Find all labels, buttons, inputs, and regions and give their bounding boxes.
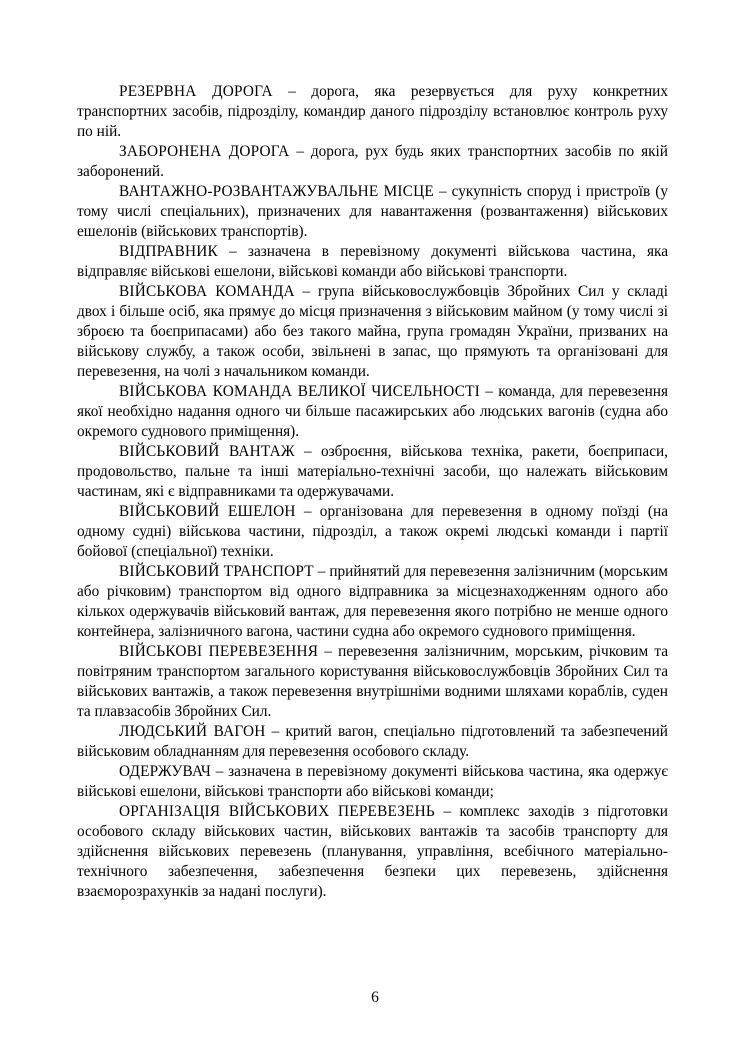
page-number: 6 <box>371 989 379 1006</box>
glossary-entry <box>77 502 668 562</box>
entry-term: ВІЙСЬКОВИЙ ВАНТАЖ <box>119 443 295 460</box>
entry-term: ЛЮДСЬКИЙ ВАГОН <box>119 723 266 740</box>
entry-definition: – дорога, яка резервується для руху конкретних транспортних засобів, підрозділу, командир даного підрозділу встановлює контроль руху по ній. <box>77 83 668 140</box>
entry-definition: – комплекс заходів з підготовки особового складу військових частин, військових вантажів та засобів транспорту для здійснення військових перевезень (планування, управління, всебічного матеріально-технічного забезпечення, забезпечення безпеки цих перевезень, здійснення взаєморозрахунків за надані послуги). <box>77 803 668 900</box>
entry-definition: – група військовослужбовців Збройних Сил у складі двох і більше осіб, яка прямує до місця призначення з військовим майном (у тому числі зі зброєю та боєприпасами) або без такого майна, група громадян України, призваних на військову службу, а також особи, звільнені в запас, що прямують та організовані для перевезення, на чолі з начальником команди. <box>77 283 668 380</box>
glossary-body <box>77 82 668 902</box>
entry-term: ВІЙСЬКОВА КОМАНДА ВЕЛИКОЇ ЧИСЕЛЬНОСТІ <box>119 383 480 400</box>
glossary-entry <box>77 442 668 502</box>
entry-term: ВІЙСЬКОВІ ПЕРЕВЕЗЕННЯ <box>119 643 319 660</box>
entry-definition: – зазначена в перевізному документі військова частина, яка відправляє військові ешелони, військові команди або військові транспорти. <box>77 243 668 280</box>
glossary-entry <box>77 802 668 902</box>
entry-definition: – команда, для перевезення якої необхідно надання одного чи більше пасажирських або людських вагонів (судна або окремого суднового приміщення). <box>77 383 669 440</box>
entry-definition: – прийнятий для перевезення залізничним (морським або річковим) транспортом від одного відправника за місцезнаходженням одного або кількох одержувачів військовий вантаж, для перевезення якого потрібно не менше одного контейнера, залізничного вагона, частини судна або окремого суднового приміщення. <box>77 563 668 640</box>
entry-term: ВАНТАЖНО-РОЗВАНТАЖУВАЛЬНЕ МІСЦЕ <box>119 183 434 200</box>
entry-definition: – перевезення залізничним, морським, річковим та повітряним транспортом загального користування військовослужбовців Збройних Сил та військових вантажів, а також перевезення внутрішніми водними шляхами кораблів, суден та плавзасобів Збройних Сил. <box>77 643 668 720</box>
entry-term: ОРГАНІЗАЦІЯ ВІЙСЬКОВИХ ПЕРЕВЕЗЕНЬ <box>119 803 435 820</box>
glossary-entry <box>77 762 668 802</box>
entry-term: ВІЙСЬКОВИЙ ТРАНСПОРТ <box>119 563 314 580</box>
entry-term: ВІДПРАВНИК <box>119 243 218 260</box>
entry-term: ЗАБОРОНЕНА ДОРОГА <box>119 143 290 160</box>
entry-term: ВІЙСЬКОВА КОМАНДА <box>119 283 295 300</box>
entry-term: РЕЗЕРВНА ДОРОГА <box>119 83 273 100</box>
entry-definition: – сукупність споруд і пристроїв (у тому числі спеціальних), призначених для навантаження (розвантаження) військових ешелонів (військових транспортів). <box>77 183 668 240</box>
glossary-entry <box>77 382 668 442</box>
entry-definition: – озброєння, військова техніка, ракети, боєприпаси, продовольство, пальне та інші матеріально-технічні засоби, що належать військовим частинам, які є відправниками та одержувачами. <box>77 443 668 500</box>
glossary-entry <box>77 142 668 182</box>
entry-term: ОДЕРЖУВАЧ <box>119 763 212 780</box>
entry-definition: – зазначена в перевізному документі військова частина, яка одержує військові ешелони, військові транспорти або військові команди; <box>77 763 668 800</box>
glossary-entry <box>77 642 668 722</box>
entry-definition: – організована для перевезення в одному поїзді (на одному судні) військова частини, підрозділ, а також окремі людські команди і партії бойової (спеціальної) техніки. <box>77 503 668 560</box>
entry-definition: – дорога, рух будь яких транспортних засобів по якій заборонений. <box>77 143 668 180</box>
glossary-entry <box>77 182 668 242</box>
glossary-entry <box>77 282 668 382</box>
entry-term: ВІЙСЬКОВИЙ ЕШЕЛОН <box>119 503 296 520</box>
entry-definition: – критий вагон, спеціально підготовлений та забезпечений військовим обладнанням для перевезення особового складу. <box>77 723 668 760</box>
glossary-entry <box>77 82 668 142</box>
glossary-entry <box>77 242 668 282</box>
glossary-entry <box>77 562 668 642</box>
glossary-entry <box>77 722 668 762</box>
